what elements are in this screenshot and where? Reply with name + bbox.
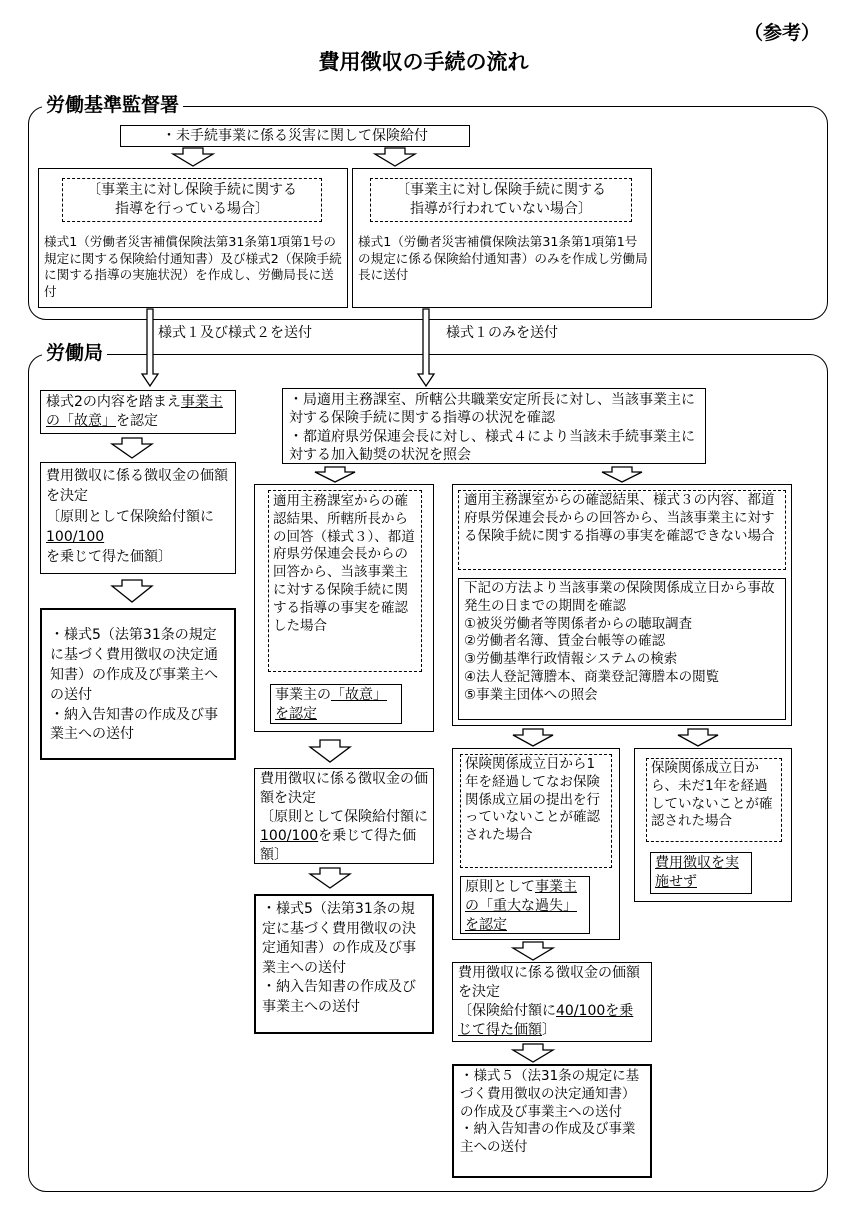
transfer-arrow-left [142,309,158,386]
col1-notify-1: ・様式5（法第31条の規定に基づく費用徴収の決定通知書）の作成及び事業主への送付 [50,627,218,703]
col3b-under-year-box: 保険関係成立日から、未だ1年を経過していないことが確認された場合 [646,758,782,842]
confirm-line-2: ・都道府県労保連会長に対し、様式４により当該未手続事業主に対する加入勧奨の状況を照会 [289,428,695,464]
kantoku-label: 労働基準監督署 [42,96,183,115]
kantoku-top-box: ・未手続事業に係る災害に関して保険給付 [120,125,470,147]
confirm-line-1: ・局適用主務課室、所轄公共職業安定所長に対し、当該事業主に対する保険手続に関する指導の状況を確認 [289,392,695,427]
arrow-down [513,942,553,960]
kantoku-left-case: 〔事業主に対し保険手続に関する 指導を行っている場合〕 [62,178,322,222]
col3-method-1: ①被災労働者等関係者からの聴取調査 [464,615,693,632]
kyoku-label: 労働局 [42,344,107,363]
arrow-down [513,729,553,746]
col3a-notify-2: ・納入告知書の作成及び事業主への送付 [460,1121,636,1156]
arrow-down [375,148,415,166]
col3a-notify-1: ・様式５（法31条の規定に基づく費用徴収の決定通知書）の作成及び事業主への送付 [460,1068,640,1120]
transfer-arrow-right [418,309,434,386]
col2-decide-box: 費用徴収に係る徴収金の価額を決定 〔原則として保険給付額に100/100を乗じて得た価額〕 [254,768,434,864]
arrow-down [310,740,350,762]
arrow-down [513,1044,553,1062]
col3a-over-year-box: 保険関係成立日から1年を経過してなお保険関係成立届の提出を行っていないことが確認された場合 [460,754,612,868]
kantoku-right-text: 様式1（労働者災害補償保険法第31条第1項第1号の規定に係る保険給付通知書）のみを作成し労働局長に送付 [358,234,648,283]
arrow-down [173,148,213,166]
col2-notify-1: ・様式5（法第31条の規定に基づく費用徴収の決定通知書）の作成及び事業主への送付 [262,901,416,976]
col3-method-2: ②労働者名簿、賃金台帳等の確認 [464,633,666,650]
arrow-down [678,729,718,746]
kantoku-left-text: 様式1（労働者災害補償保険法第31条第1項第1号の規定に関する保険給付通知書）及び様式2（保険手続に関する指導の実施状況）を作成し、労働局長に送付 [44,234,342,299]
col3-method-4: ④法人登記簿謄本、商業登記簿謄本の閲覧 [464,669,720,686]
col1-recognize-box: 様式2の内容を踏まえ事業主の「故意」を認定 [40,390,236,434]
col3-method-5: ⑤事業主団体への照会 [464,686,598,703]
col1-notify-2: ・納入告知書の作成及び事業主への送付 [50,706,218,743]
col3-methods-intro: 下記の方法より当該事業の保険関係成立日から事故発生の日までの期間を確認 [464,580,775,614]
col1-decide-box: 費用徴収に係る徴収金の価額を決定 〔原則として保険給付額に100/100を乗じて得た価額〕 [40,462,236,574]
col2-recognize-box: 事業主の「故意」を認定 [270,684,402,724]
col3a-gross-box: 原則として事業主の「重大な過失」を認定 [460,876,590,934]
arrow-down [112,438,152,458]
page-title: 費用徴収の手続の流れ [318,50,529,74]
arrow-down [315,467,355,482]
col3-not-confirmed-box: 適用主務課室からの確認結果、様式３の内容、都道府県労保連会長からの回答から、当該事業主に対する保険手続に関する指導の事実を確認できない場合 [458,490,786,570]
kantoku-right-case: 〔事業主に対し保険手続に関する 指導が行われていない場合〕 [370,178,632,222]
arrow-down [602,467,642,482]
transfer-left-label: 様式１及び様式２を送付 [158,325,312,341]
arrow-down [112,580,152,602]
transfer-right-label: 様式１のみを送付 [446,325,558,341]
col2-confirmed-box: 適用主務課室からの確認結果、所轄所長からの回答（様式３）、都道府県労保連会長からの回答から、当該事業主に対する保険手続に関する指導の事実を確認した場合 [268,490,422,672]
arrow-down [310,868,350,888]
col3-method-3: ③労働基準行政情報システムの検索 [464,651,678,668]
col3b-no-collect-box: 費用徴収を実施せず [650,852,752,894]
col3a-decide-box: 費用徴収に係る徴収金の価額を決定 〔保険給付額に40/100を乗じて得た価額〕 [452,962,652,1042]
reference-label: （参考） [744,22,821,44]
col2-notify-2: ・納入告知書の作成及び事業主への送付 [262,979,416,1015]
